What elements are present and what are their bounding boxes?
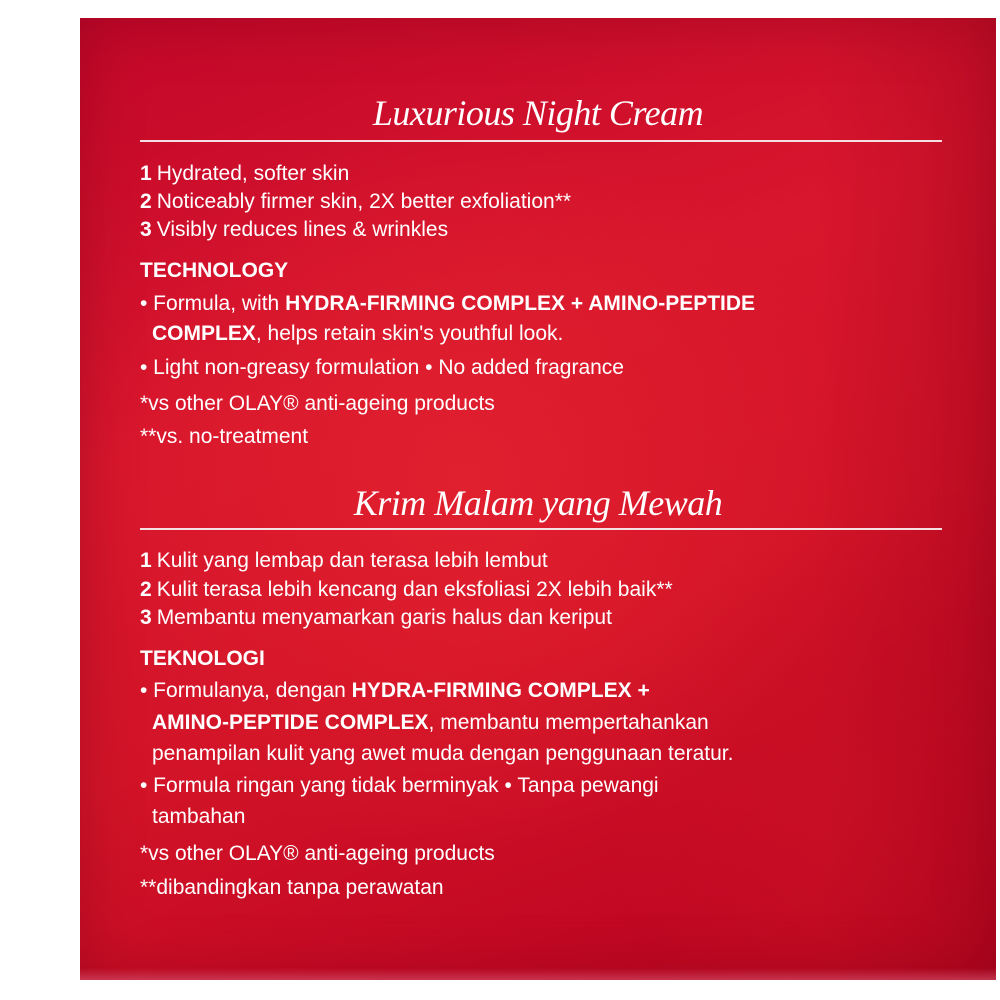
indonesian-benefit-3	[140, 605, 612, 631]
indonesian-tech-line-2	[152, 710, 709, 736]
panel-edge	[80, 968, 996, 980]
indonesian-benefit-1	[140, 548, 548, 574]
english-title: Luxurious Night Cream	[372, 93, 704, 133]
benefit-text: Visibly reduces lines & wrinkles	[156, 218, 449, 241]
product-box-panel	[80, 18, 996, 980]
tech-text: , membantu mempertahankan	[428, 711, 709, 734]
english-footnote-2: **vs. no-treatment	[140, 425, 309, 448]
tech-bold-text: HYDRA-FIRMING COMPLEX + AMINO-PEPTIDE	[285, 292, 756, 315]
benefit-number: 3	[140, 218, 152, 241]
english-title-rule	[140, 140, 942, 142]
english-benefit-1	[140, 161, 349, 187]
tech-bold-text: COMPLEX	[152, 322, 256, 345]
english-tech-heading: TECHNOLOGY	[140, 259, 289, 282]
english-benefit-3	[140, 217, 448, 243]
indonesian-tech-line-5: tambahan	[152, 805, 246, 828]
benefit-number: 1	[140, 162, 152, 185]
benefit-number: 2	[140, 578, 152, 601]
benefit-number: 1	[140, 549, 152, 572]
tech-bold-text: AMINO-PEPTIDE COMPLEX	[152, 711, 429, 734]
indonesian-title: Krim Malam yang Mewah	[353, 483, 723, 523]
english-tech-line-3: • Light non-greasy formulation • No added fragrance	[140, 356, 624, 379]
indonesian-footnote-1: *vs other OLAY® anti-ageing products	[140, 842, 495, 865]
benefit-text: Hydrated, softer skin	[156, 162, 350, 185]
indonesian-tech-line-1	[140, 678, 650, 704]
benefit-number: 3	[140, 606, 152, 629]
english-tech-line-1	[140, 291, 755, 317]
indonesian-benefit-2	[140, 577, 673, 603]
benefit-number: 2	[140, 190, 152, 213]
tech-text: • Formulanya, dengan	[140, 679, 352, 702]
indonesian-title-rule	[140, 528, 942, 530]
benefit-text: Noticeably firmer skin, 2X better exfoliation**	[156, 190, 572, 213]
tech-text: , helps retain skin's youthful look.	[255, 322, 564, 345]
indonesian-tech-line-4: • Formula ringan yang tidak berminyak • Tanpa pewangi	[140, 774, 659, 797]
tech-text: • Formula, with	[140, 292, 286, 315]
english-tech-line-2	[152, 321, 563, 347]
benefit-text: Membantu menyamarkan garis halus dan keriput	[156, 606, 612, 629]
tech-bold-text: HYDRA-FIRMING COMPLEX +	[351, 679, 650, 702]
english-footnote-1: *vs other OLAY® anti-ageing products	[140, 392, 495, 415]
english-benefit-2	[140, 189, 571, 215]
indonesian-tech-heading: TEKNOLOGI	[140, 647, 265, 670]
benefit-text: Kulit terasa lebih kencang dan eksfoliasi 2X lebih baik**	[156, 578, 673, 601]
benefit-text: Kulit yang lembap dan terasa lebih lembut	[156, 549, 548, 572]
indonesian-footnote-2: **dibandingkan tanpa perawatan	[140, 876, 444, 899]
indonesian-tech-line-3: penampilan kulit yang awet muda dengan penggunaan teratur.	[152, 742, 734, 765]
